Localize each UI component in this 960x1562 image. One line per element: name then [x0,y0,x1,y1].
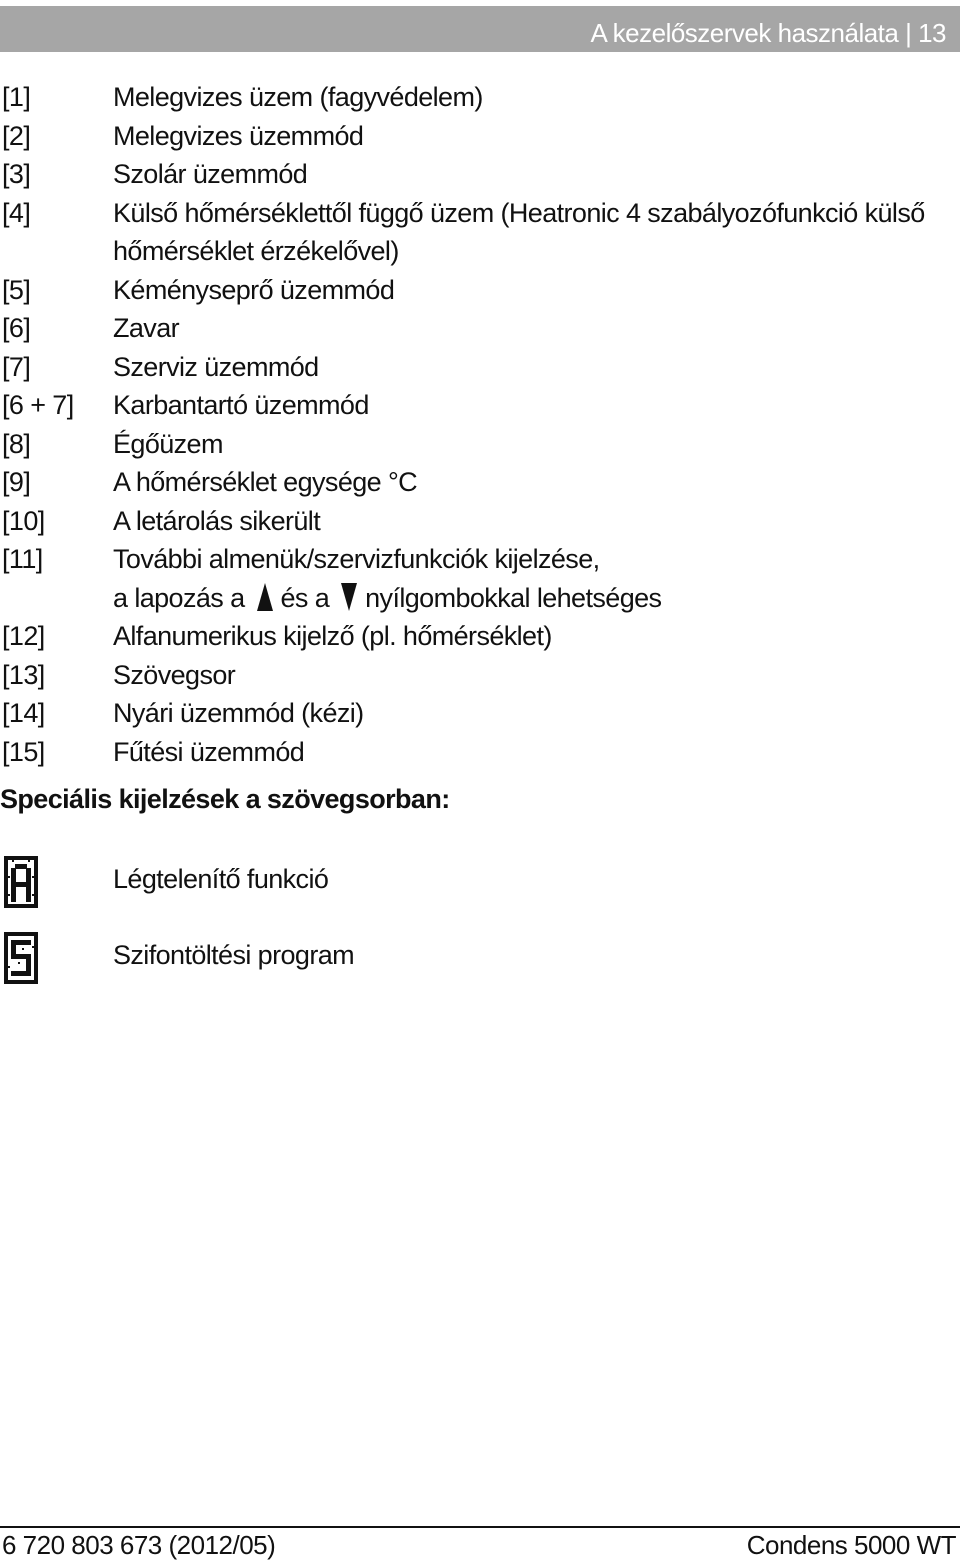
special-item-siphon [0,932,960,988]
document-number: 6 720 803 673 (2012/05) [2,1530,276,1560]
item-text: Fűtési üzemmód [113,736,305,767]
footer-divider [0,1526,960,1528]
product-name: Condens 5000 WT [746,1530,956,1560]
item-text-continued: hőmérséklet érzékelővel) [113,236,399,266]
item-text-part: és a [280,582,330,613]
list-item [0,348,960,387]
list-item [0,733,960,772]
item-text: Karbantartó üzemmód [113,390,369,420]
item-text: Nyári üzemmód (kézi) [113,698,364,728]
item-text-continued [113,579,661,618]
item-number: [8] [2,428,31,459]
section-heading: Speciális kijelzések a szövegsorban: [0,784,450,814]
special-item-text: Szifontöltési program [113,940,355,970]
legend-list [0,78,960,771]
arrow-up-icon [257,583,273,611]
item-text: Melegvizes üzemmód [113,120,364,151]
list-item [0,463,960,502]
item-text: Alfanumerikus kijelző (pl. hőmérséklet) [113,621,552,651]
item-number: [3] [2,159,31,189]
item-text-part: nyílgombokkal lehetséges [365,582,662,613]
list-item [0,309,960,348]
arrow-down-icon [341,583,357,611]
list-item [0,386,960,425]
item-number: [15] [2,736,45,767]
item-number: [13] [2,659,45,690]
item-text: Szövegsor [113,659,236,690]
item-text: Külső hőmérséklettől függő üzem (Heatronic 4 szabályozófunkció külső [113,197,925,228]
list-item [0,425,960,464]
item-number: [1] [2,82,31,112]
list-item [0,656,960,695]
item-number: [4] [2,197,31,228]
list-item [0,694,960,733]
item-number: [10] [2,505,45,536]
item-number: [5] [2,274,31,305]
item-text: Égőüzem [113,428,223,459]
list-item [0,502,960,541]
item-number: [6 + 7] [2,390,74,420]
list-item [0,194,960,271]
item-text: A letárolás sikerült [113,505,321,536]
list-item [0,540,960,617]
item-number: [9] [2,467,31,497]
item-text: A hőmérséklet egysége °C [113,467,418,497]
item-number: [6] [2,313,31,343]
item-text: Szolár üzemmód [113,159,308,189]
list-item [0,117,960,156]
list-item [0,155,960,194]
item-number: [14] [2,698,45,728]
list-item [0,78,960,117]
item-text: Melegvizes üzem (fagyvédelem) [113,82,483,112]
page-header [0,6,960,52]
item-number: [2] [2,120,31,151]
item-text: További almenük/szervizfunkciók kijelzése, [113,544,600,574]
header-title: A kezelőszervek használata | 13 [590,18,946,48]
list-item [0,617,960,656]
item-number: [11] [2,544,43,574]
item-text: Zavar [113,313,180,343]
special-item-venting [0,856,960,912]
list-item [0,271,960,310]
special-item-text: Légtelenítő funkció [113,864,329,894]
dot-matrix-s-icon [4,932,38,984]
dot-matrix-a-icon [4,856,38,908]
item-text: Szerviz üzemmód [113,351,319,382]
item-text-part: a lapozás a [113,582,245,613]
item-number: [12] [2,621,45,651]
item-number: [7] [2,351,31,382]
item-text: Kéményseprő üzemmód [113,274,395,305]
